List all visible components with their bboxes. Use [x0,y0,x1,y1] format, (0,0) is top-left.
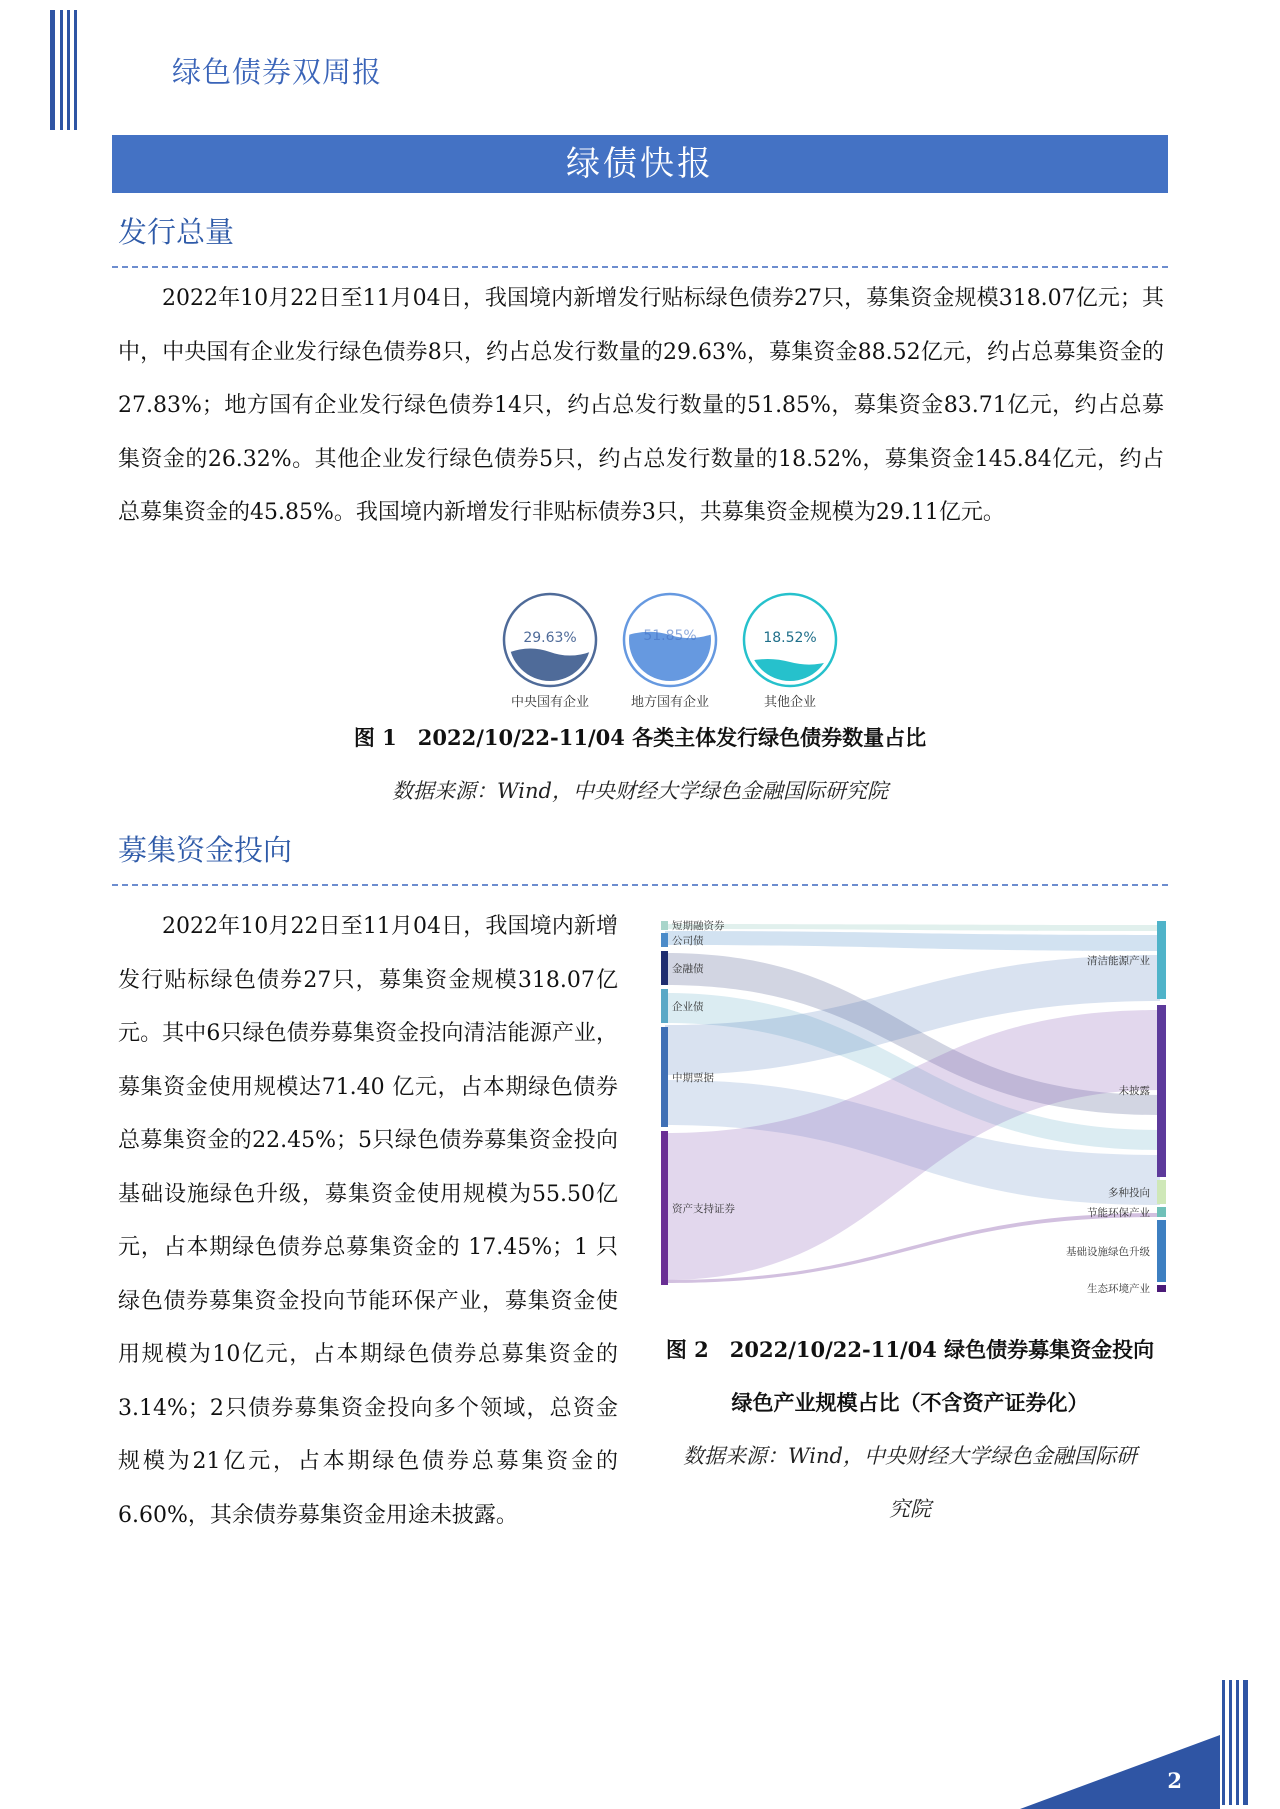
figure2-source-line2: 究院 [889,1497,931,1521]
node-financial-bond [661,951,668,985]
footer-triangle [1020,1735,1220,1809]
label-abs: 资产支持证券 [672,1203,735,1215]
footer-bar-1 [1222,1680,1225,1805]
gauge-value-local: 51.85% [643,628,697,644]
node-mtn [661,1027,668,1127]
section-banner: 绿债快报 [112,135,1168,193]
label-financial-bond: 金融债 [672,963,704,975]
footer-bar-4 [1243,1680,1248,1805]
gauge-label-other: 其他企业 [763,695,817,710]
section2-title: 募集资金投向 [118,833,293,867]
header-bar-1 [50,10,55,130]
figure1-gauges [490,585,850,715]
label-undisclosed: 未披露 [1118,1085,1150,1097]
figure2-caption-line1: 图 2 2022/10/22-11/04 绿色债券募集资金投向 [665,1337,1155,1362]
node-clean-energy [1157,921,1166,999]
section2-paragraph: 2022年10月22日至11月04日，我国境内新增发行贴标绿色债券27只，募集资金规模318.07亿元。其中6只绿色债券募集资金投向清洁能源产业，募集资金使用规模达71.40 亿元，占本期绿色债券总募集资金的22.45%；5只绿色债券募集资金投向基础设施绿色升级，募集资金使用规模为55.50亿元，占本期绿色债券总募集资金的 17.45%；1 只绿色债券募集资金投向节能环保产业，募集资金使用规模为10亿元，占本期绿色债券总募集资金的3.14%；2只债券募集资金投向多个领域，总资金规模为21亿元，占本期绿色债券总募集资金的6.60%，其余债券募集资金用途未披露。 [118,914,618,1528]
node-eco [1157,1285,1166,1292]
header-bar-2 [60,10,63,130]
gauge-central-soe [504,594,596,686]
figure2-caption-line2: 绿色产业规模占比（不含资产证券化） [731,1390,1089,1415]
figure2-source-line1: 数据来源：Wind，中央财经大学绿色金融国际研 [683,1444,1137,1468]
flow-short-term-clean [665,924,1160,931]
footer-bar-3 [1236,1680,1239,1805]
header-bar-3 [67,10,70,130]
figure1-caption: 图 1 2022/10/22-11/04 各类主体发行绿色债券数量占比 [353,725,927,750]
section2-divider [112,884,1168,886]
footer-bar-2 [1229,1680,1232,1805]
node-corp-bond [661,933,668,947]
label-infra: 基础设施绿色升级 [1066,1246,1150,1258]
gauge-local-soe [624,594,716,686]
figure2-sankey [655,915,1170,1300]
label-multiple: 多种投向 [1108,1187,1150,1199]
label-enterprise-bond: 企业债 [672,1001,704,1013]
label-energy-saving: 节能环保产业 [1087,1207,1150,1219]
figure1-source: 数据来源：Wind，中央财经大学绿色金融国际研究院 [392,779,888,803]
section1-divider [112,266,1168,268]
label-corp-bond: 公司债 [672,935,704,947]
gauge-label-local: 地方国有企业 [630,695,710,710]
gauge-value-central: 29.63% [523,630,577,646]
flow-corp-clean [665,931,1160,951]
node-energy-saving [1157,1207,1166,1217]
header-bar-4 [74,10,77,130]
node-undisclosed [1157,1005,1166,1177]
label-clean-energy: 清洁能源产业 [1087,955,1150,967]
section1-title: 发行总量 [118,215,235,249]
section1-paragraph: 2022年10月22日至11月04日，我国境内新增发行贴标绿色债券27只，募集资金规模318.07亿元；其中，中央国有企业发行绿色债券8只，约占总发行数量的29.63%，募集资金88.52亿元，约占总募集资金的27.83%；地方国有企业发行绿色债券14只，约占总发行数量的51.85%，募集资金83.71亿元，约占总募集资金的26.32%。其他企业发行绿色债券5只，约占总发行数量的18.52%，募集资金145.84亿元，约占总募集资金的45.85%。我国境内新增发行非贴标债券3只，共募集资金规模为29.11亿元。 [118,286,1164,525]
gauge-label-central: 中央国有企业 [510,695,590,710]
node-multiple [1157,1180,1166,1204]
node-short-term [661,921,668,930]
node-enterprise-bond [661,989,668,1023]
page-number: 2 [1167,1768,1182,1793]
report-title: 绿色债券双周报 [172,55,383,89]
gauge-value-other: 18.52% [763,630,817,646]
label-short-term: 短期融资券 [672,920,725,932]
gauge-other [744,594,836,686]
label-mtn: 中期票据 [672,1072,714,1084]
label-eco: 生态环境产业 [1087,1283,1150,1295]
node-abs [661,1131,668,1285]
node-infra [1157,1220,1166,1282]
